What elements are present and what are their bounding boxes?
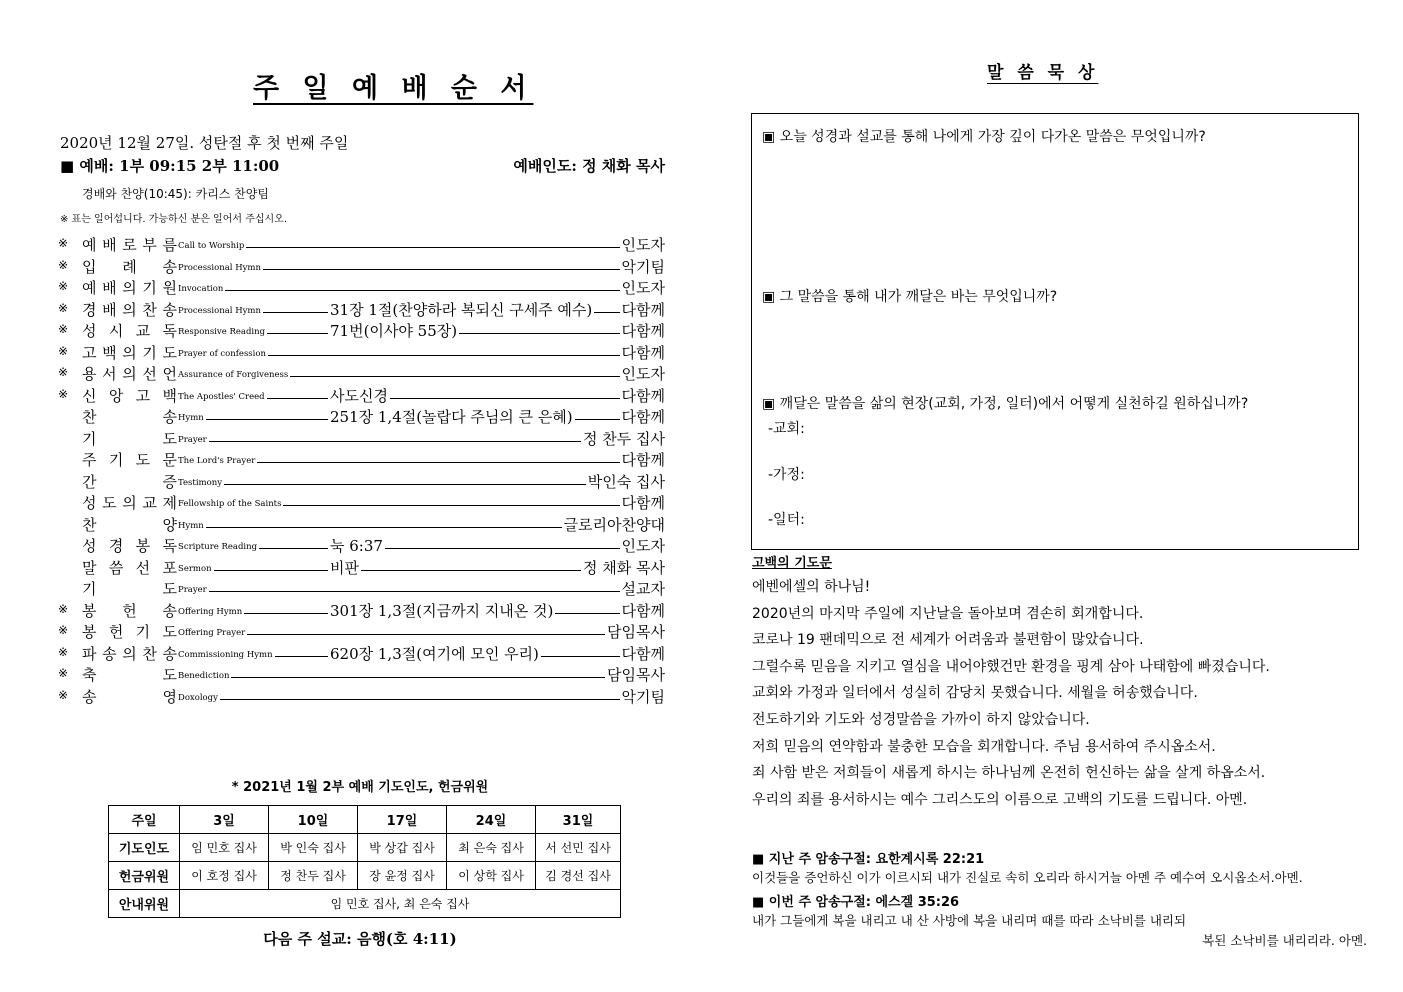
order-item-name: 봉 헌 송: [82, 601, 177, 620]
order-item-responsible: 악기팀: [621, 257, 665, 276]
order-item-english: Hymn: [178, 520, 204, 531]
order-item-responsible: 글로리아찬양대: [563, 515, 665, 534]
confession-line: 그럴수록 믿음을 지키고 열심을 내어야했건만 환경을 핑계 삼아 나태함에 빠졌습니다.: [752, 658, 1270, 675]
order-item-name: 예 배 의 기 원: [82, 279, 177, 297]
leader-line: [180, 677, 665, 678]
confession-line: 저희 믿음의 연약함과 불충한 모습을 회개합니다. 주님 용서하여 주시옵소서.: [752, 738, 1216, 755]
table-row-label: 헌금위원: [109, 862, 180, 890]
order-item: [58, 664, 665, 686]
order-item-english: Hymn: [178, 413, 204, 423]
worship-time: ■ 예배: 1부 09:15 2부 11:00: [60, 157, 280, 175]
order-item-name: 예 배 로 부 름: [82, 236, 177, 254]
order-item-responsible: 다함께: [621, 322, 665, 340]
order-item-responsible: 인도자: [621, 236, 665, 254]
confession-line: 에벤에셀의 하나님!: [752, 579, 871, 595]
order-item-detail: 31장 1절(찬양하라 복되신 구세주 예수): [330, 300, 593, 319]
order-item-name: 입 례 송: [82, 257, 177, 276]
order-item: [58, 621, 665, 643]
order-item-english: Processional Hymn: [178, 305, 261, 316]
order-item-name: 찬 송: [82, 408, 177, 426]
order-item-responsible: 다함께: [621, 343, 665, 362]
order-item-name: 신 앙 고 백: [82, 386, 177, 405]
order-item-name: 주 기 도 문: [82, 451, 177, 469]
order-item-name: 봉 헌 기 도: [82, 623, 177, 641]
order-item-name: 송 영: [82, 687, 177, 706]
meditation-question: ▣ 깨달은 말씀을 삶의 현장(교회, 가정, 일터)에서 어떻게 실천하길 원하십니까?: [762, 396, 1249, 412]
order-item-responsible: 담임목사: [607, 623, 665, 641]
order-item: [58, 320, 665, 342]
confession-body: [752, 576, 1372, 815]
order-item-responsible: 다함께: [621, 451, 665, 469]
confession-line: 전도하기와 기도와 성경말씀을 가까이 하지 않았습니다.: [752, 711, 1090, 728]
order-item-english: Responsive Reading: [178, 327, 266, 337]
leader-line: [180, 247, 665, 248]
order-item-english: Offering Hymn: [178, 606, 243, 617]
order-of-service: [58, 234, 665, 707]
order-item-detail: 비판: [330, 558, 359, 577]
order-item-name: 간 증: [82, 472, 177, 491]
order-item: [58, 471, 665, 493]
table-row: [109, 834, 621, 862]
order-item-english: Call to Worship: [178, 241, 245, 251]
stand-mark: ※: [58, 322, 69, 336]
order-item: [58, 342, 665, 364]
confession-line: 코로나 19 팬데믹으로 전 세계가 어려움과 불편함이 많았습니다.: [752, 632, 1144, 649]
table-row-label: 기도인도: [109, 834, 180, 862]
confession-line: 2020년의 마지막 주일에 지난날을 돌아보며 겸손히 회개합니다.: [752, 605, 1144, 622]
table-cell: 박 상갑 집사: [358, 834, 447, 862]
table-cell: 정 찬두 집사: [269, 862, 358, 890]
meditation-box: [751, 113, 1359, 550]
sub-item-home: -가정:: [768, 467, 805, 483]
order-item-english: The Apostles' Creed: [178, 391, 265, 402]
order-item-english: Testimony: [178, 477, 222, 488]
table-row: [109, 862, 621, 890]
stand-mark: ※: [58, 601, 69, 616]
order-item-responsible: 다함께: [621, 408, 665, 426]
order-item-english: Scripture Reading: [178, 542, 258, 552]
stand-mark: ※: [58, 343, 69, 358]
this-verse-label: ■ 이번 주 암송구절: 에스겔 35:26: [752, 895, 960, 910]
order-item-name: 성 시 교 독: [82, 322, 177, 340]
stand-mark: ※: [58, 257, 69, 272]
table-header-row: [109, 806, 621, 834]
table-header-cell: 주일: [109, 806, 180, 834]
stand-mark: ※: [58, 365, 69, 379]
order-item-english: Doxology: [178, 692, 218, 703]
meditation-question: ▣ 그 말씀을 통해 내가 깨달은 바는 무엇입니까?: [762, 289, 1058, 305]
last-verse-label: ■ 지난 주 암송구절: 요한계시록 22:21: [752, 852, 985, 867]
order-item-name: 축 도: [82, 666, 177, 684]
meditation-title: 말 씀 묵 상: [987, 63, 1099, 83]
order-item-responsible: 정 찬두 집사: [583, 429, 665, 448]
table-header-cell: 10일: [269, 806, 358, 834]
last-verse-text: 이것들을 증언하신 이가 이르시되 내가 진실로 속히 오리라 하시거늘 아멘 주 예수여 오시옵소서.아멘.: [752, 870, 1303, 885]
order-item-detail: 620장 1,3절(여기에 모인 우리): [330, 644, 539, 663]
this-verse-text-cont: 복된 소낙비를 내리리라. 아멘.: [1202, 933, 1367, 948]
order-item: [58, 600, 665, 622]
table-cell: 최 은숙 집사: [447, 834, 536, 862]
table-cell: 서 선민 집사: [536, 834, 621, 862]
stand-mark: ※: [58, 644, 69, 659]
order-item-detail: 71번(이사야 55장): [330, 322, 458, 340]
order-item-detail: 301장 1,3절(지금까지 지내온 것): [330, 601, 554, 620]
order-item-english: Processional Hymn: [178, 262, 261, 273]
this-verse-text: 내가 그들에게 복을 내리고 내 산 사방에 복을 내리며 때를 따라 소낙비를 내리되: [752, 913, 1187, 928]
duty-table: [108, 805, 621, 918]
order-item-responsible: 악기팀: [621, 687, 665, 706]
stand-mark: ※: [58, 236, 69, 250]
order-item-english: Benediction: [178, 671, 230, 681]
table-cell: 이 호정 집사: [180, 862, 269, 890]
table-cell: 김 경선 집사: [536, 862, 621, 890]
order-item-name: 기 도: [82, 580, 177, 598]
order-item: [58, 686, 665, 708]
confession-line: 교회와 가정과 일터에서 성실히 감당치 못했습니다. 세월을 허송했습니다.: [752, 685, 1198, 702]
leader-line: [180, 290, 665, 291]
worship-leader: 예배인도: 정 채화 목사: [513, 157, 665, 175]
table-cell: 임 민호 집사: [180, 834, 269, 862]
table-header-cell: 17일: [358, 806, 447, 834]
order-item-responsible: 다함께: [621, 601, 665, 620]
order-item-name: 찬 양: [82, 515, 177, 534]
stand-mark: ※: [58, 666, 69, 680]
table-row: [109, 890, 621, 918]
table-cell: 장 윤정 집사: [358, 862, 447, 890]
order-item-responsible: 정 채화 목사: [583, 558, 665, 577]
confession-line: 죄 사함 받은 저희들이 새롭게 하시는 하나님께 온전히 헌신하는 삶을 살게 하옵소서.: [752, 765, 1266, 782]
prayer-duty-heading: * 2021년 1월 2부 예배 기도인도, 헌금위원: [231, 780, 489, 795]
order-item-name: 고 백 의 기 도: [82, 343, 177, 362]
order-item-responsible: 다함께: [621, 644, 665, 663]
order-item-name: 성 경 봉 독: [82, 537, 177, 555]
stand-mark: ※: [58, 300, 69, 315]
leader-line: [180, 634, 665, 635]
order-item-english: Prayer of confession: [178, 348, 266, 359]
next-sermon: 다음 주 설교: 음행(호 4:11): [263, 930, 457, 948]
stand-mark: ※: [58, 623, 69, 637]
order-item-responsible: 다함께: [621, 494, 665, 512]
order-item-responsible: 인도자: [621, 279, 665, 297]
leader-line: [180, 591, 665, 592]
order-item: [58, 299, 665, 321]
order-item-responsible: 인도자: [621, 365, 665, 383]
table-cell: 이 상학 집사: [447, 862, 536, 890]
date-line: 2020년 12월 27일. 성탄절 후 첫 번째 주일: [60, 134, 349, 152]
order-item-responsible: 다함께: [621, 386, 665, 405]
order-item-english: The Lord's Prayer: [178, 456, 256, 466]
sub-item-church: -교회:: [768, 421, 805, 437]
order-item: [58, 406, 665, 428]
stand-note: ※ 표는 일어섭니다. 가능하신 분은 일어서 주십시오.: [60, 214, 288, 225]
confession-title: 고백의 기도문: [752, 556, 832, 571]
order-item-responsible: 인도자: [621, 537, 665, 555]
order-item: [58, 234, 665, 256]
confession-line: 우리의 죄를 용서하시는 예수 그리스도의 이름으로 고백의 기도를 드립니다. 아멘.: [752, 791, 1248, 808]
order-item-detail: 눅 6:37: [330, 537, 383, 555]
order-item: [58, 492, 665, 514]
order-item-english: Prayer: [178, 434, 207, 445]
order-item-name: 파 송 의 찬 송: [82, 644, 177, 663]
order-item: [58, 535, 665, 557]
order-item-english: Commissioning Hymn: [178, 649, 273, 660]
order-item-responsible: 다함께: [621, 300, 665, 319]
order-item: [58, 578, 665, 600]
stand-mark: ※: [58, 386, 69, 401]
worship-time-line: [60, 155, 665, 176]
order-item: [58, 385, 665, 407]
stand-mark: ※: [58, 279, 69, 293]
order-item-detail: 사도신경: [330, 386, 388, 405]
sub-item-work: -일터:: [768, 512, 805, 528]
order-item-name: 용 서 의 선 언: [82, 365, 177, 383]
order-item: [58, 277, 665, 299]
order-item: [58, 363, 665, 385]
order-item: [58, 428, 665, 450]
order-item: [58, 557, 665, 579]
order-item-detail: 251장 1,4절(놀랍다 주님의 큰 은혜): [330, 408, 573, 426]
order-item-english: Offering Prayer: [178, 628, 246, 638]
order-item-name: 말 씀 선 포: [82, 558, 177, 577]
praise-line: 경배와 찬양(10:45): 카리스 찬양팀: [82, 187, 269, 201]
table-header-cell: 31일: [536, 806, 621, 834]
order-item-english: Sermon: [178, 563, 212, 574]
table-cell: 박 인숙 집사: [269, 834, 358, 862]
order-item-responsible: 담임목사: [607, 666, 665, 684]
table-row-label: 안내위원: [109, 890, 180, 918]
order-item-english: Assurance of Forgiveness: [178, 370, 289, 380]
meditation-question: ▣ 오늘 성경과 설교를 통해 나에게 가장 깊이 다가온 말씀은 무엇입니까?: [762, 129, 1206, 145]
order-item-english: Invocation: [178, 284, 224, 294]
order-item: [58, 449, 665, 471]
order-item: [58, 643, 665, 665]
order-item-english: Fellowship of the Saints: [178, 499, 282, 509]
order-item: [58, 514, 665, 536]
order-item-name: 성 도 의 교 제: [82, 494, 177, 512]
order-item-english: Prayer: [178, 585, 207, 595]
leader-line: [180, 699, 665, 700]
order-item-responsible: 박인숙 집사: [587, 472, 665, 491]
order-item-name: 기 도: [82, 429, 177, 448]
order-item: [58, 256, 665, 278]
page-title: 주 일 예 배 순 서: [253, 73, 534, 104]
stand-mark: ※: [58, 687, 69, 702]
order-item-name: 경 배 의 찬 송: [82, 300, 177, 319]
table-header-cell: 24일: [447, 806, 536, 834]
table-cell: 임 민호 집사, 최 은숙 집사: [180, 890, 621, 918]
table-header-cell: 3일: [180, 806, 269, 834]
order-item-responsible: 설교자: [621, 580, 665, 598]
